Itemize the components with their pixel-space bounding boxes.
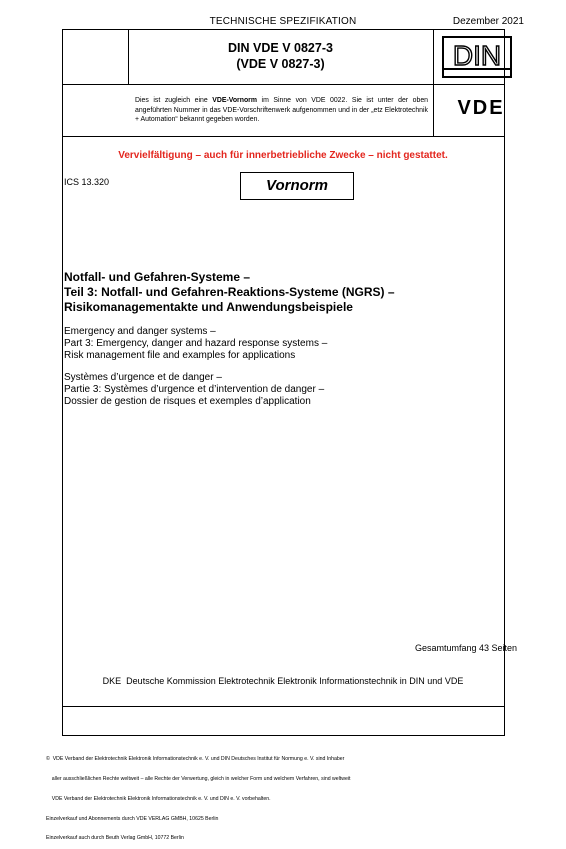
- body-divider-line: [62, 706, 505, 707]
- frame-left-line: [62, 29, 63, 736]
- footer-legal: [46, 743, 496, 849]
- din-logo-text: DIN: [452, 40, 502, 71]
- vde-note: [135, 96, 428, 125]
- frame-bottom-line: [62, 735, 505, 736]
- title-english-line: Emergency and danger systems –: [64, 326, 216, 337]
- vde-logo: [448, 97, 514, 117]
- din-logo: [442, 36, 512, 78]
- title-french-line: Partie 3: Systèmes d’urgence et d’intervention de danger –: [64, 384, 325, 395]
- title-german-line: Notfall- und Gefahren-Systeme –: [64, 270, 251, 284]
- title-german-line: Teil 3: Notfall- und Gefahren-Reaktions-Systeme (NGRS) –: [64, 285, 395, 299]
- title-french-line: Systèmes d’urgence et de danger –: [64, 372, 222, 383]
- copy-warning: Vervielfältigung – auch für innerbetriebliche Zwecke – nicht gestattet.: [118, 150, 448, 161]
- title-german: [64, 270, 514, 315]
- footer-line: aller ausschließlichen Rechte weltweit – alle Rechte der Verwertung, gleich in welcher Form und welchem Verfahren, sind weltweit: [46, 775, 351, 782]
- ics-code: ICS 13.320: [64, 177, 110, 187]
- vde-logo-text: VDE: [457, 97, 505, 117]
- footer-line: VDE Verband der Elektrotechnik Elektronik Informationstechnik e. V. und DIN e. V. vorbehalten.: [46, 795, 271, 802]
- document-number-line2: (VDE V 0827-3): [236, 57, 325, 71]
- footer-line: © VDE Verband der Elektrotechnik Elektronik Informationstechnik e. V. und DIN Deutsches Institut für Normung e. V. sind Inhaber: [46, 756, 345, 763]
- title-english-line: Part 3: Emergency, danger and hazard response systems –: [64, 338, 328, 349]
- footer-line: Einzelverkauf und Abonnements durch VDE VERLAG GMBH, 10625 Berlin: [46, 815, 219, 822]
- header-right-divider: [433, 29, 434, 137]
- vde-note-after: im Sinne von VDE 0022. Sie ist unter der oben angeführten Nummer in das VDE-Vorschriftenwerk aufgenommen und in der „etz Elektrotechnik + Automation“ bekannt gegeben worden.: [135, 97, 428, 124]
- footer-line: Einzelverkauf auch durch Beuth Verlag GmbH, 10772 Berlin: [46, 835, 184, 842]
- title-german-line: Risikomanagementakte und Anwendungsbeispiele: [64, 300, 353, 314]
- publication-date: Dezember 2021: [452, 16, 524, 27]
- doc-status-box: Vornorm: [240, 172, 354, 200]
- title-french-line: Dossier de gestion de risques et exemples d’application: [64, 396, 311, 407]
- note-divider-line: [62, 136, 505, 137]
- vde-note-bold: VDE-Vornorm: [212, 97, 257, 104]
- spec-type-label: TECHNISCHE SPEZIFIKATION: [209, 16, 357, 27]
- document-number-line1: DIN VDE V 0827-3: [228, 41, 333, 55]
- title-english: [64, 326, 514, 362]
- total-pages: Gesamtumfang 43 Seiten: [414, 643, 517, 653]
- vde-note-before: Dies ist zugleich eine: [135, 97, 213, 104]
- title-french: [64, 372, 514, 408]
- title-english-line: Risk management file and examples for applications: [64, 350, 296, 361]
- dke-committee-line: DKE Deutsche Kommission Elektrotechnik Elektronik Informationstechnik in DIN und VDE: [102, 676, 464, 686]
- document-number: [128, 40, 433, 72]
